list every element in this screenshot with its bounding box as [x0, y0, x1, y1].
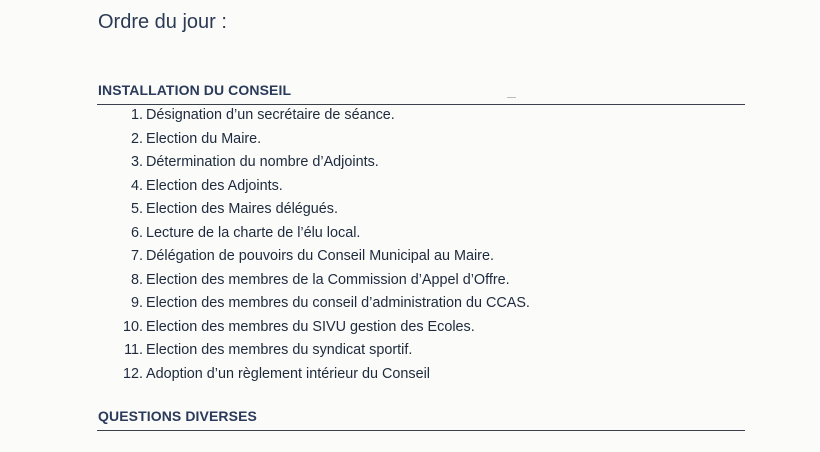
list-item [110, 245, 530, 269]
item-number: 5. [130, 201, 143, 217]
list-item [110, 269, 530, 293]
item-text: Election des membres du SIVU gestion des Ecoles. [146, 318, 475, 335]
list-item [110, 175, 530, 199]
item-text: Délégation de pouvoirs du Conseil Municipal au Maire. [146, 248, 494, 264]
list-item [110, 128, 530, 152]
section-heading-installation: INSTALLATION DU CONSEIL [98, 82, 292, 98]
item-text: Election des Maires délégués. [146, 201, 338, 217]
item-text: Election des membres de la Commission d’Appel d’Offre. [146, 271, 510, 288]
item-number: 8. [130, 271, 143, 288]
item-number: 2. [130, 130, 143, 147]
item-text: Election des Adjoints. [146, 177, 283, 194]
list-item [110, 198, 530, 222]
list-item [110, 151, 530, 175]
item-number: 3. [130, 154, 143, 170]
section-divider [97, 430, 745, 431]
list-item [110, 316, 530, 340]
list-item [110, 339, 530, 363]
item-text: Election du Maire. [146, 130, 262, 147]
page-title: Ordre du jour : [98, 11, 227, 33]
item-number: 11. [124, 342, 143, 358]
item-text: Lecture de la charte de l’élu local. [146, 224, 361, 241]
item-text: Désignation d’un secrétaire de séance. [146, 107, 395, 123]
scan-mark [507, 97, 516, 98]
list-item [110, 292, 530, 316]
agenda-list [110, 104, 530, 386]
item-text: Election des membres du syndicat sportif. [146, 342, 413, 358]
section-heading-questions: QUESTIONS DIVERSES [98, 408, 257, 424]
list-item [110, 104, 530, 128]
item-number: 12. [122, 365, 143, 382]
item-text: Détermination du nombre d’Adjoints. [146, 154, 379, 170]
item-text: Adoption d’un règlement intérieur du Conseil [146, 365, 430, 382]
item-number: 6. [130, 224, 143, 241]
item-text: Election des membres du conseil d’administration du CCAS. [146, 295, 530, 311]
item-number: 9. [130, 295, 143, 311]
item-number: 4. [130, 177, 143, 194]
item-number: 7. [130, 248, 143, 264]
item-number: 1. [130, 107, 143, 123]
item-number: 10. [122, 318, 143, 335]
list-item [110, 222, 530, 246]
list-item [110, 363, 530, 387]
